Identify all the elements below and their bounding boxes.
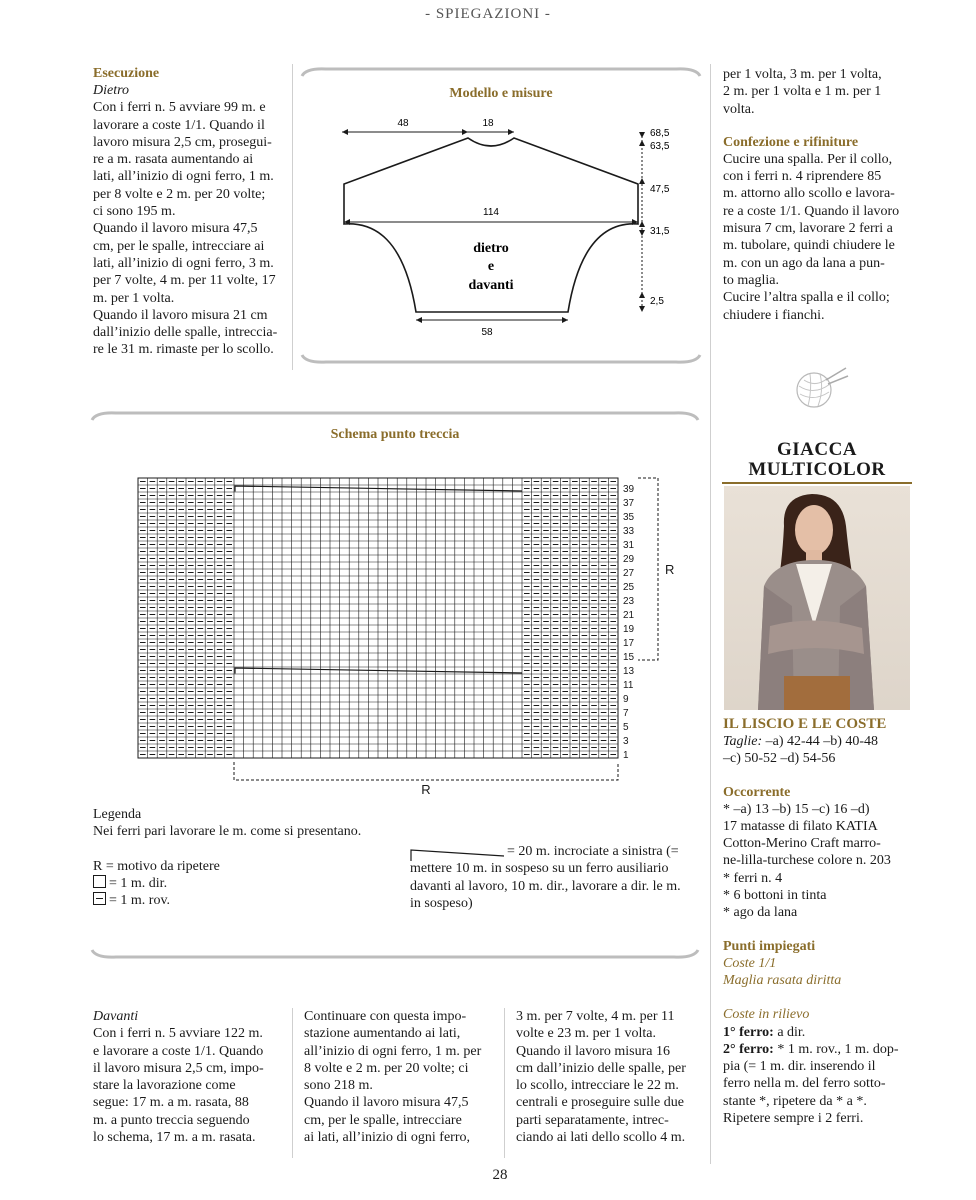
row-label: 31 [623, 540, 635, 551]
row-label: 37 [623, 498, 635, 509]
text-line: ciando ai lati dello scollo 4 m. [516, 1130, 686, 1146]
text-line: cm, per le spalle, intrecciare ai [93, 238, 265, 254]
text-line: segue: 17 m. a m. rasata, 88 [93, 1095, 249, 1111]
text-line: to maglia. [723, 272, 779, 288]
text-line: stare la lavorazione come [93, 1078, 236, 1094]
text-line: 3 m. per 7 volte, 4 m. per 11 [516, 1009, 675, 1024]
row-label: 39 [623, 484, 635, 495]
text-line: misura 7 cm, lavorare 2 ferri a [723, 221, 893, 237]
text-line: Quando il lavoro misura 16 [516, 1043, 670, 1059]
dietro-section [93, 66, 289, 359]
text-line: re a m. rasata aumentando ai [93, 152, 254, 168]
text-line: Quando il lavoro misura 21 cm [93, 307, 268, 323]
row-label: 11 [623, 680, 634, 691]
row-label: 5 [623, 722, 629, 733]
sidebar-info [723, 716, 923, 1127]
davanti-text-3 [516, 1008, 704, 1146]
text-line: pia (= 1 m. dir. inserendo il [723, 1059, 876, 1075]
chart-title: Schema punto treccia [330, 427, 460, 442]
text-line: Continuare con questa impo- [304, 1009, 467, 1024]
row-label: 13 [623, 666, 635, 677]
row-label: 3 [623, 736, 629, 747]
garment-label: davanti [468, 278, 514, 293]
legend-purl [93, 892, 393, 909]
legend-repeat-text: R = motivo da ripetere [93, 858, 220, 874]
text-line: stante *, ripetere da * a *. [723, 1093, 867, 1109]
purl-symbol-icon [93, 892, 106, 905]
ferro-2-label: 2° ferro: [723, 1041, 774, 1057]
occorrente-line: * ago da lana [723, 905, 798, 921]
text-line: Con i ferri n. 5 avviare 99 m. e [93, 100, 266, 116]
ferro-1 [723, 1024, 923, 1041]
text-line: re le 31 m. rimaste per lo scollo. [93, 342, 274, 358]
cable-line: = 20 m. incrociate a sinistra (= [507, 844, 679, 859]
occorrente-line: * ferri n. 4 [723, 870, 783, 886]
davanti-heading: Davanti [93, 1009, 139, 1024]
sidebar-title-rule [722, 482, 912, 484]
arrow [416, 317, 422, 323]
repeat-bracket-right [638, 478, 658, 660]
measure-685: 68,5 [650, 128, 670, 139]
text-line: Cucire l’altra spalla e il collo; [723, 290, 890, 306]
arrow [562, 317, 568, 323]
text-line: il lavoro misura 2,5 cm, impo- [93, 1060, 264, 1076]
measure-635: 63,5 [650, 141, 670, 152]
text-line: lati, all’inizio di ogni ferro, 3 m. [93, 255, 274, 271]
occorrente-line: * 6 bottoni in tinta [723, 888, 827, 904]
repeat-label-right: R [665, 562, 675, 577]
text-line: m. per 1 volta. [93, 290, 175, 306]
measure-475: 47,5 [650, 184, 670, 195]
stitch-chart-svg [128, 470, 688, 800]
text-line: lo scollo, intrecciare le 22 m. [516, 1078, 679, 1094]
sidebar-title-line1: GIACCA [776, 439, 858, 460]
knit-symbol-icon [93, 875, 106, 888]
row-label: 23 [623, 596, 635, 607]
row-label: 33 [623, 526, 635, 537]
text-line: per 1 volta, 3 m. per 1 volta, [723, 67, 882, 82]
cable-line: davanti al lavoro, 10 m. dir., lavorare a dir. le m. [410, 878, 681, 894]
sizes-line2: –c) 50-52 –d) 54-56 [723, 751, 836, 767]
measure-58: 58 [481, 327, 493, 338]
occorrente-line: ne-lilla-turchese colore n. 203 [723, 853, 891, 869]
legend-cable [410, 843, 705, 912]
model-photo [724, 486, 910, 710]
section-subheading: Dietro [93, 83, 130, 98]
schematic-svg [296, 62, 706, 372]
row-label: 17 [623, 638, 635, 649]
text-line: dall’inizio delle spalle, intreccia- [93, 325, 278, 341]
text-line: centrali e proseguire sulle due [516, 1095, 684, 1111]
text-line: all’inizio di ogni ferro, 1 m. per [304, 1043, 482, 1059]
row-label: 19 [623, 624, 635, 635]
text-line: con i ferri n. 4 riprendere 85 [723, 169, 882, 185]
text-line: lavorare a coste 1/1. Quando il [93, 117, 265, 133]
chart-gridlines [138, 478, 618, 758]
measure-114: 114 [483, 207, 499, 218]
stitch-chart [128, 470, 688, 800]
text-line: cm, per le spalle, intrecciare [304, 1112, 462, 1128]
rilievo-heading: Coste in rilievo [723, 1007, 810, 1023]
garment-label: e [487, 259, 495, 274]
sidebar-subtitle: IL LISCIO E LE COSTE [723, 716, 887, 732]
text-line: stazione aumentando ai lati, [304, 1026, 461, 1042]
page-number: 28 [492, 1167, 508, 1183]
occorrente-line: * –a) 13 –b) 15 –c) 16 –d) [723, 801, 870, 817]
legend-purl-text: = 1 m. rov. [109, 893, 171, 909]
row-label: 21 [623, 610, 635, 621]
dietro-text [93, 99, 289, 358]
occorrente-line: Cotton-Merino Craft marro- [723, 836, 881, 852]
text-line: Quando il lavoro misura 47,5 [93, 221, 258, 237]
text-line: ferro nella m. del ferro sotto- [723, 1076, 886, 1092]
measure-48: 48 [397, 118, 409, 129]
sizes-line [723, 733, 923, 750]
row-label: 9 [623, 694, 629, 705]
text-line: Cucire una spalla. Per il collo, [723, 151, 893, 167]
text-line: lati, all’inizio di ogni ferro, 1 m. [93, 169, 274, 185]
schematic-title: Modello e misure [449, 86, 553, 101]
column-divider [504, 1008, 505, 1158]
continued-text [723, 66, 923, 118]
arrow [462, 129, 468, 135]
row-label: 29 [623, 554, 635, 565]
text-line: lavoro misura 2,5 cm, prosegui- [93, 134, 272, 150]
davanti-text-2 [304, 1008, 496, 1146]
text-line: per 7 volte, 4 m. per 11 volte, 17 [93, 273, 276, 289]
text-line: m. tubolare, quindi chiudere le [723, 238, 895, 254]
measure-25: 2,5 [650, 296, 664, 307]
text-line: Quando il lavoro misura 47,5 [304, 1095, 469, 1111]
text-line: m. attorno allo scollo e lavora- [723, 186, 895, 202]
measure-18: 18 [482, 118, 494, 129]
running-header: - SPIEGAZIONI - [425, 6, 551, 22]
text-line: ai lati, all’inizio di ogni ferro, [304, 1130, 471, 1146]
row-label: 1 [623, 750, 629, 761]
measure-315: 31,5 [650, 226, 670, 237]
schematic-frame-top [302, 69, 700, 76]
sizes-label: Taglie: [723, 734, 763, 749]
text-line: volte e 23 m. per 1 volta. [516, 1026, 656, 1042]
text-line: sono 218 m. [304, 1078, 373, 1094]
row-label: 15 [623, 652, 635, 663]
punti-item: Coste 1/1 [723, 955, 777, 971]
legend-repeat [93, 858, 393, 875]
row-label: 25 [623, 582, 635, 593]
garment-label: dietro [473, 241, 509, 256]
text-line: m. a punto treccia seguendo [93, 1112, 250, 1128]
ferro-2-text: * 1 m. rov., 1 m. dop- [773, 1041, 899, 1057]
text-line: m. con un ago da lana a pun- [723, 255, 885, 271]
yarn-ball-icon [790, 366, 850, 415]
confezione-text [723, 151, 923, 324]
text-line: e lavorare a coste 1/1. Quando [93, 1043, 264, 1059]
row-label: 27 [623, 568, 635, 579]
row-label: 35 [623, 512, 635, 523]
text-line: volta. [723, 101, 755, 117]
ferro-2-continued [723, 1058, 923, 1127]
sidebar-title [722, 440, 912, 480]
schematic-frame-bottom [302, 355, 700, 362]
text-line: 2 m. per 1 volta e 1 m. per 1 [723, 84, 882, 100]
legend-section [93, 806, 393, 909]
text-line: parti separatamente, intrec- [516, 1112, 669, 1128]
text-line: re a coste 1/1. Quando il lavoro [723, 203, 900, 219]
text-line: per 8 volte e 2 m. per 20 volte; [93, 186, 266, 202]
text-line: ci sono 195 m. [93, 204, 176, 220]
chart-frame-bottom [88, 938, 702, 968]
column-divider [292, 64, 293, 370]
occorrente-list [723, 801, 923, 922]
sidebar-title-line2: MULTICOLOR [748, 459, 886, 480]
cable-line: in sospeso) [410, 895, 473, 911]
text-line: Con i ferri n. 5 avviare 122 m. [93, 1026, 263, 1042]
punti-heading: Punti impiegati [723, 938, 816, 954]
text-line: Ripetere sempre i 2 ferri. [723, 1111, 864, 1127]
section-heading: Esecuzione [93, 66, 160, 81]
davanti-text-1 [93, 1025, 283, 1146]
arrow [342, 129, 348, 135]
ferro-1-text: a dir. [773, 1024, 806, 1040]
repeat-label-bottom: R [421, 782, 431, 797]
ferro-1-label: 1° ferro: [723, 1024, 774, 1040]
confezione-section [723, 66, 923, 324]
arrow [508, 129, 514, 135]
punti-item: Maglia rasata diritta [723, 972, 842, 988]
legend-title: Legenda [93, 807, 142, 822]
occorrente-line: 17 matasse di filato KATIA [723, 818, 878, 834]
ferro-2 [723, 1041, 923, 1058]
text-line: chiudere i fianchi. [723, 307, 825, 323]
repeat-bracket-bottom [234, 762, 618, 780]
sidebar-divider [710, 64, 711, 1164]
schematic-panel [296, 62, 706, 372]
text-line: lo schema, 17 m. a m. rasata. [93, 1130, 256, 1146]
cable-symbol-icon [410, 848, 506, 867]
legend-knit-text: = 1 m. dir. [109, 875, 168, 891]
legend-knit [93, 875, 393, 892]
legend-note: Nei ferri pari lavorare le m. come si presentano. [93, 824, 362, 840]
davanti-col1 [93, 1008, 283, 1146]
text-line: 8 volte e 2 m. per 20 volte; ci [304, 1060, 469, 1076]
confezione-heading: Confezione e rifiniture [723, 134, 859, 150]
occorrente-heading: Occorrente [723, 784, 791, 800]
text-line: cm dall’inizio delle spalle, per [516, 1060, 686, 1076]
sizes-text: –a) 42-44 –b) 40-48 [762, 734, 879, 749]
row-label: 7 [623, 708, 629, 719]
column-divider [292, 1008, 293, 1158]
cable-line: mettere 10 m. in sospeso su un ferro ausiliario [410, 861, 669, 877]
